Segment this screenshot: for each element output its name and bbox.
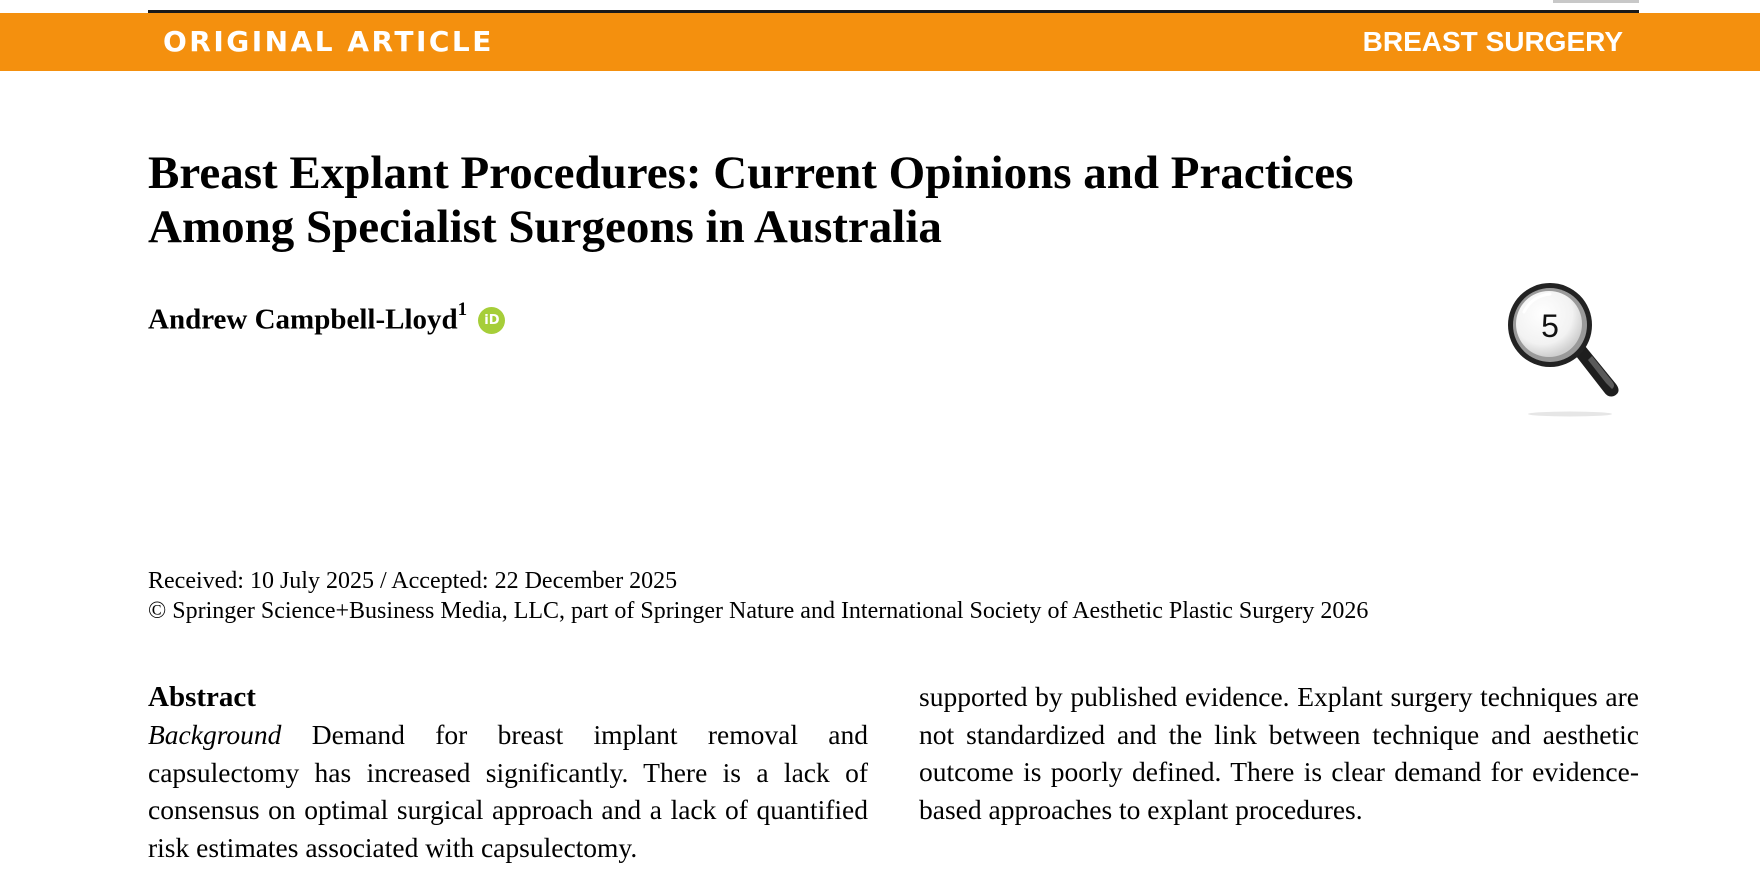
background-label: Background [148, 719, 282, 750]
title-line-1: Breast Explant Procedures: Current Opinions and Practices [148, 147, 1354, 199]
publication-info [148, 566, 1368, 626]
copyright-notice: © Springer Science+Business Media, LLC, part of Springer Nature and International Society of Aesthetic Plastic Surgery 2026 [148, 598, 1369, 624]
evidence-level-number: 5 [1541, 308, 1559, 344]
abstract-heading: Abstract [148, 681, 256, 713]
background-text: Demand for breast implant removal and capsulectomy has increased significantly. There is a lack of consensus on optimal surgical approach and a lack of quantified risk estimates associated with capsulectomy. [148, 719, 868, 863]
received-accepted-dates: Received: 10 July 2025 / Accepted: 22 December 2025 [148, 568, 678, 594]
magnifier-icon [1508, 283, 1619, 397]
author-name[interactable]: Andrew Campbell-Lloyd [148, 303, 458, 336]
journal-section-label: BREAST SURGERY [1362, 26, 1623, 57]
evidence-level-badge [1500, 280, 1640, 420]
abstract-column-left [148, 678, 868, 866]
article-title [148, 146, 1548, 254]
abstract-continued-text: supported by published evidence. Explant surgery techniques are not standardized and the link between technique and aesthetic outcome is poorly defined. There is clear demand for evidence-based approaches to explant procedures. [919, 681, 1639, 825]
orcid-icon[interactable]: iD [478, 307, 505, 334]
author-line [148, 299, 505, 337]
article-banner [0, 13, 1760, 71]
top-edge-fragment [1553, 0, 1639, 3]
affiliation-mark[interactable]: 1 [457, 299, 468, 320]
title-line-2: Among Specialist Surgeons in Australia [148, 201, 942, 253]
abstract-background [148, 716, 868, 866]
badge-shadow [1528, 412, 1612, 417]
abstract-column-right [919, 678, 1639, 828]
article-type-label: ORIGINAL ARTICLE [163, 25, 494, 58]
